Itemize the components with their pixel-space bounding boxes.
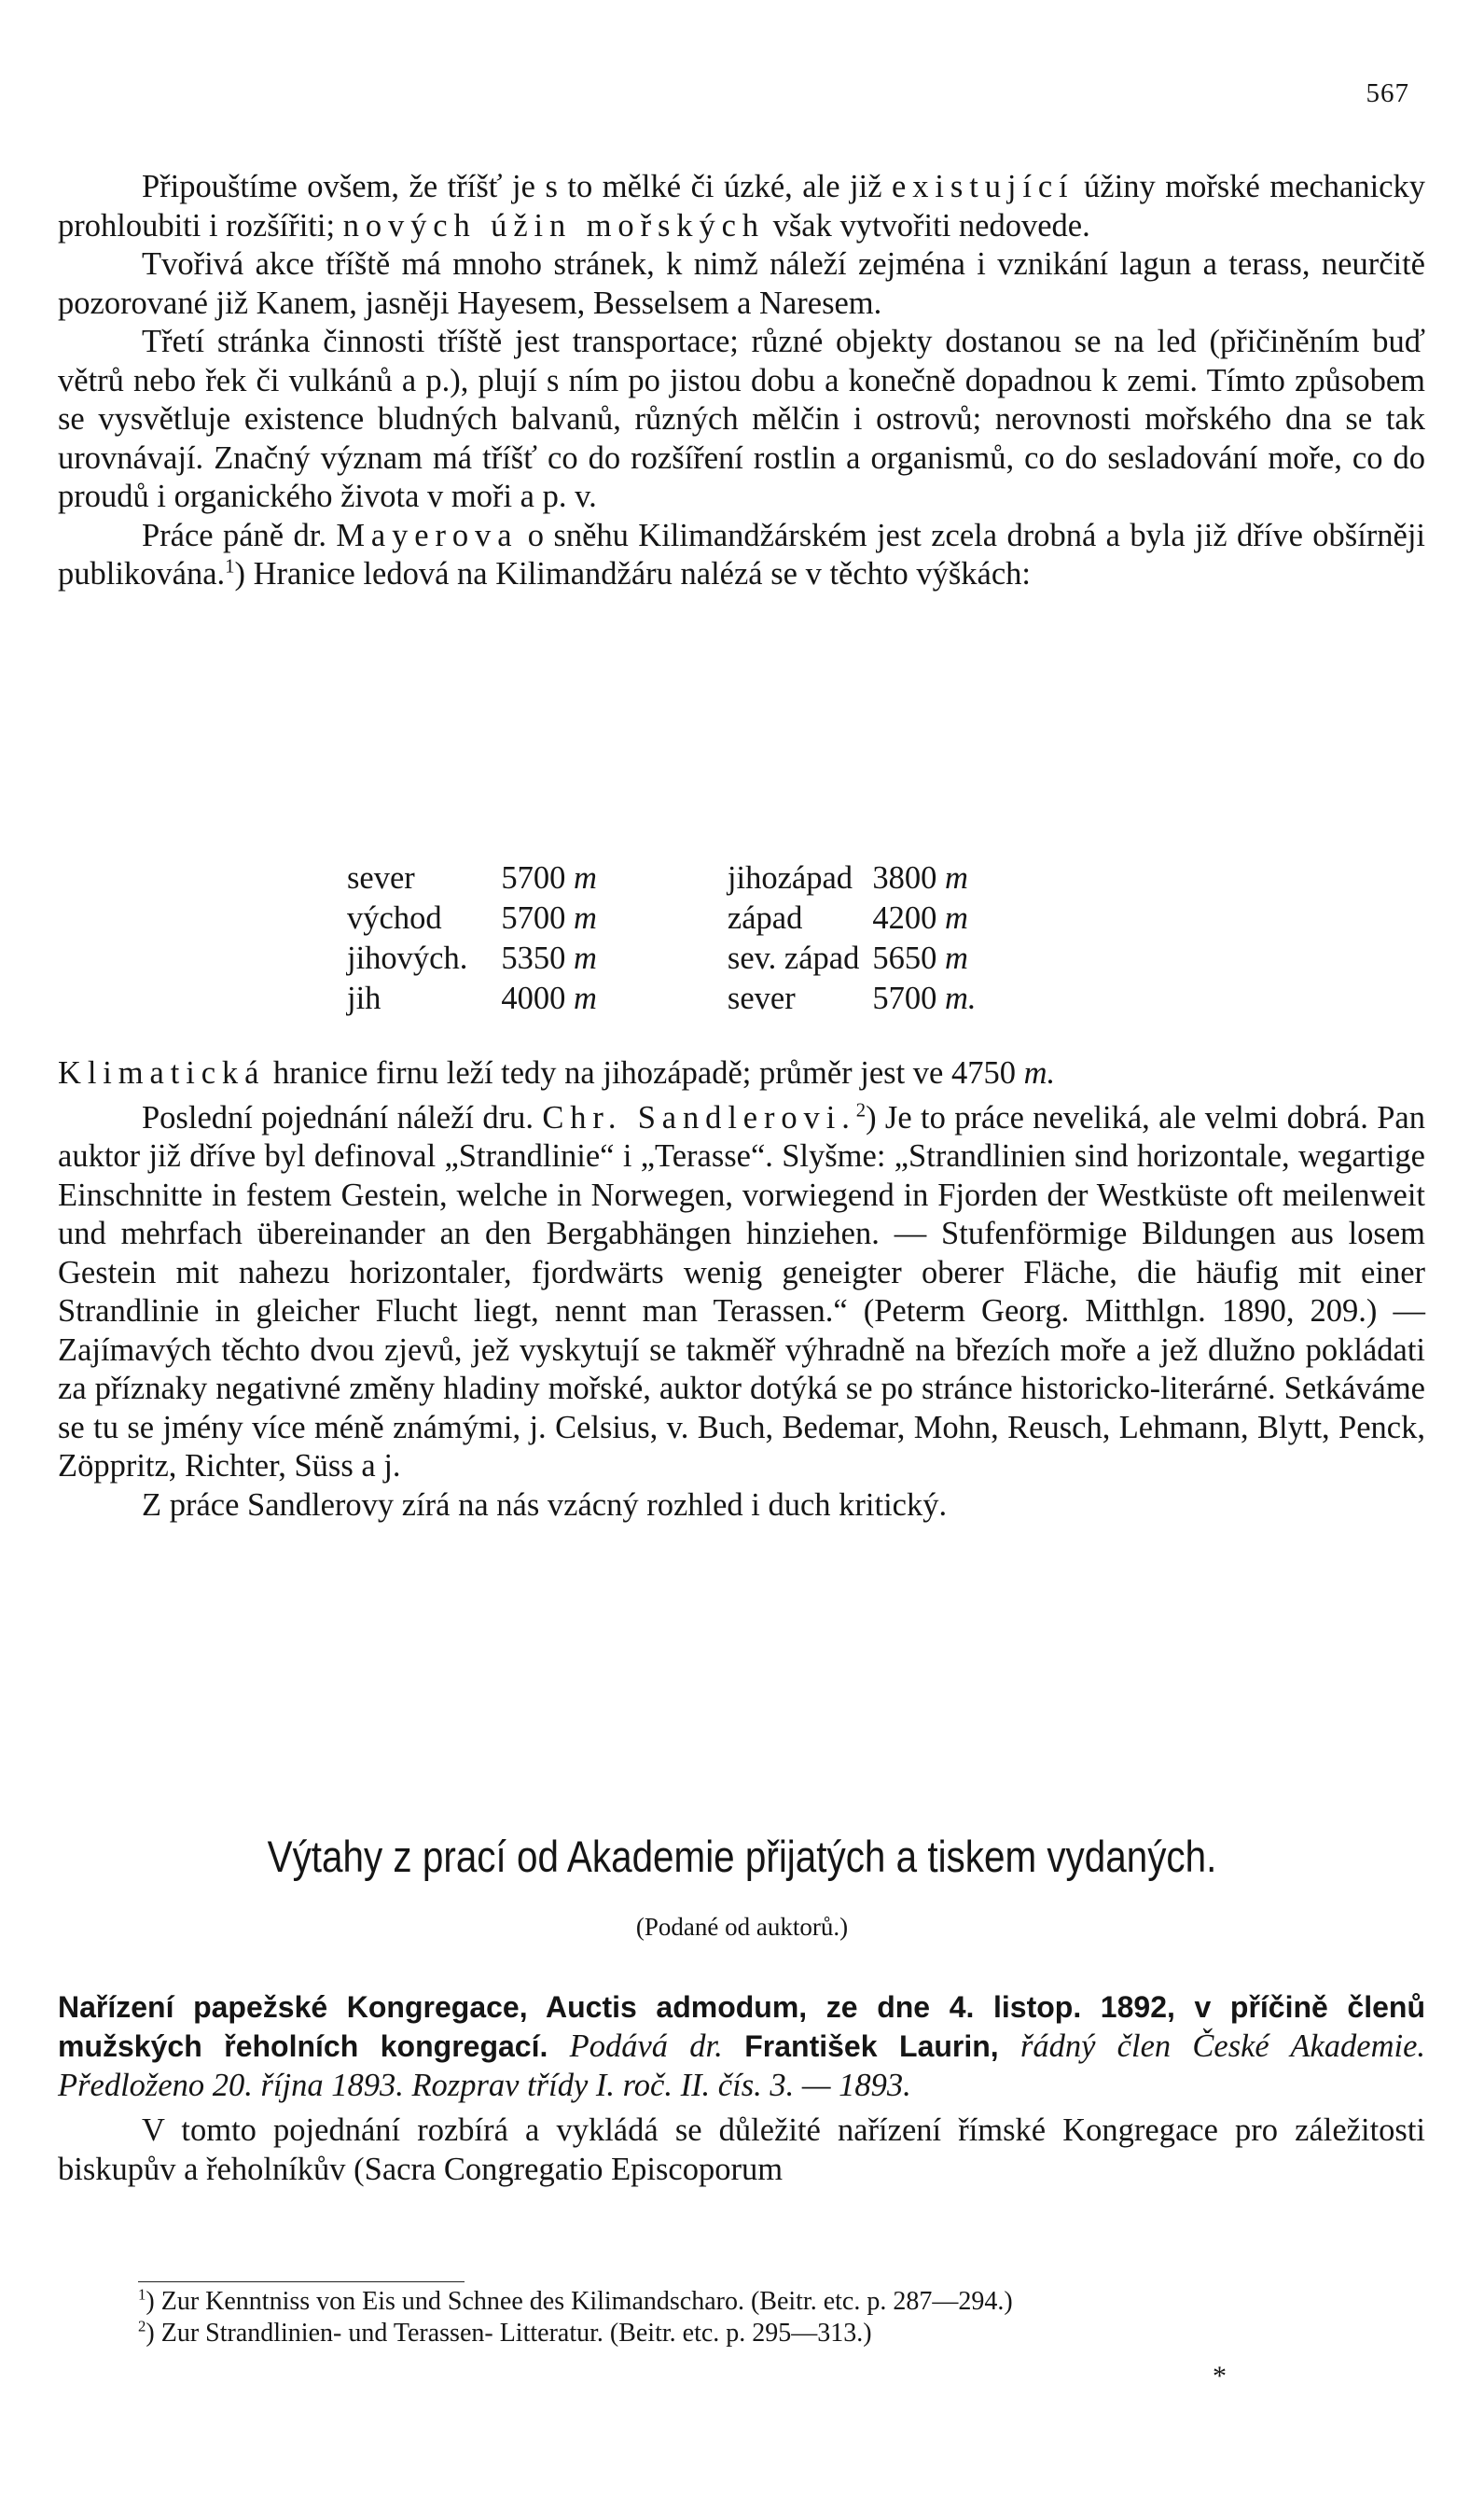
altitude-table xyxy=(347,858,977,1019)
paragraph-5: Klimatická hranice firnu leží tedy na jihozápadě; průměr jest ve 4750 m. xyxy=(58,1055,1056,1091)
paragraph-6: Poslední pojednání náleží dru. Chr. Sandlerovi.$^2$) Je to práce neveliká, ale velmi dobrá. Pan auktor již dříve byl definoval „Strandlinie“ i „Terasse“. Slyšme: „Strandlinien sind horizontale, wegartige Einschnitte in festem Gestein, welche in Norwegen, vorwiegend in Fjorden der Westküste oft meilenweit und mehrfach übereinander an den Bergabhängen hinziehen. — Stufenförmige Bildungen aus losem Gestein mit nahezu horizontaler, fjordwärts wenig geneigter oberer Fläche, die häufig mit einer Strandlinie in gleicher Flucht liegt, nennt man Terassen.“ (Peterm Georg. Mitthlgn. 1890, 209.) — Zajímavých těchto dvou zjevů, jež vyskytují se takměř výhradně na březích moře a jež dlužno pokládati za příznaky negativné změny hladiny mořské, auktor dotýká se po stránce historicko-literárné. Setkáváme se tu se jmény více méně známými, j. Celsius, v. Buch, Bedemar, Mohn, Reusch, Lehmann, Blytt, Penck, Zöppritz, Richter, Süss a j. xyxy=(58,1099,1425,1484)
footnote-ref-2: 2 xyxy=(855,1100,867,1121)
text-block-upper xyxy=(58,168,1425,594)
page-number: 567 xyxy=(1366,78,1409,108)
article-entry xyxy=(58,1987,1425,2189)
paragraph-4: Práce páně dr. Mayerova o sněhu Kilimandžárském jest zcela drobná a byla již dříve obšírněji publikována.$^1$) Hranice ledová na Kilimandžáru nalézá se v těchto výškách: xyxy=(58,517,1426,592)
paragraph-3: Třetí stránka činnosti tříště jest transportace; různé objekty dostanou se na led (přičiněním buď větrů nebo řek či vulkánů a p.), plují s ním po jistou dobu a konečně dopadnou k zemi. Tímto způsobem se vysvětluje existence bludných balvanů, různých mělčin i ostrovů; nerovnosti mořského dna se tak urovnávají. Značný význam má tříšť co do rozšíření rostlin a organismů, co do sesladování moře, co do proudů i organického života v moři a p. v. xyxy=(58,324,1425,514)
signature-mark: * xyxy=(1213,2361,1227,2391)
entry-title: Nařízení papežské Kongregace, Auctis admodum, ze dne 4. listop. 1892, v příčině členů mužských řeholních kongregací. xyxy=(58,1990,1425,2063)
section-heading: Výtahy z prací od Akademie přijatých a tiskem vydaných. xyxy=(267,1832,1217,1881)
paragraph-1: Připouštíme ovšem, že tříšť je s to mělké či úzké, ale již existující úžiny mořské mechanicky prohloubiti i rozšířiti; nových úžin mořských však vytvořiti nedovede. xyxy=(58,169,1425,244)
text-block-lower xyxy=(58,1054,1425,1525)
footnote-ref-1: 1 xyxy=(225,556,235,578)
footnote-divider xyxy=(138,2281,465,2282)
paragraph-2: Tvořivá akce tříště má mnoho stránek, k nimž náleží zejména i vznikání lagun a terass, neurčitě pozorované již Kanem, jasněji Hayesem, Besselsem a Naresem. xyxy=(58,246,1425,321)
table-row: jih 4000 m sever 5700 m. xyxy=(347,981,977,1016)
section-subheading: (Podané od auktorů.) xyxy=(635,1913,849,1941)
footnotes xyxy=(138,2286,1013,2349)
table-row: východ 5700 m západ 4200 m xyxy=(347,900,968,936)
entry-author: František Laurin, xyxy=(722,2029,999,2063)
footnote-1: $^1$) Zur Kenntniss von Eis und Schnee des Kilimandscharo. (Beitr. etc. p. 287—294.) xyxy=(138,2285,1013,2316)
footnote-2: $^2$) Zur Strandlinien- und Terassen- Litteratur. (Beitr. etc. p. 295—313.) xyxy=(138,2317,872,2348)
entry-meta: řádný člen České Akademie. Předloženo 20. října 1893. Rozprav třídy I. roč. II. čís. 3. — 1893. xyxy=(58,2028,1426,2103)
table-row: jihových. 5350 m sev. západ 5650 m xyxy=(347,941,968,976)
table-row: sever 5700 m jihozápad 3800 m xyxy=(347,860,968,896)
entry-header: Nařízení papežské Kongregace, Auctis admodum, ze dne 4. listop. 1892, v příčině členů mužských řeholních kongregací. Podává dr. František Laurin, řádný člen České Akademie. Předloženo 20. října 1893. Rozprav třídy I. roč. II. čís. 3. — 1893. xyxy=(58,1990,1426,2103)
entry-text: V tomto pojednání rozbírá a vykládá se důležité nařízení římské Kongregace pro záležitosti biskupův a řeholníkův (Sacra Congregatio Episcoporum xyxy=(58,2112,1425,2187)
paragraph-7: Z práce Sandlerovy zírá na nás vzácný rozhled i duch kritický. xyxy=(142,1486,948,1523)
